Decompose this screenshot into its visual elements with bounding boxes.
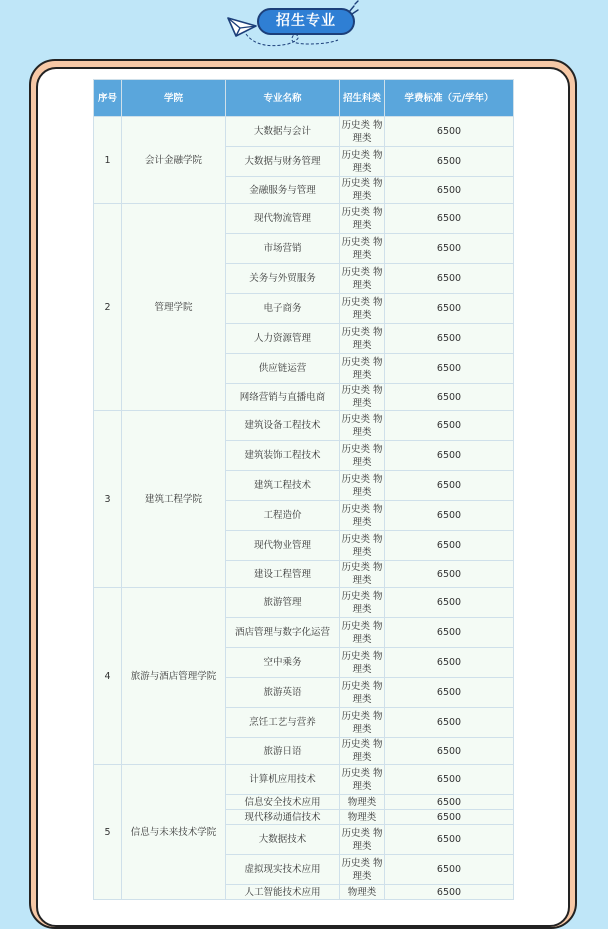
- major-name: 旅游日语: [226, 738, 340, 765]
- tuition-fee: 6500: [385, 855, 514, 885]
- table-row: [94, 411, 514, 441]
- tuition-fee: 6500: [385, 825, 514, 855]
- subject-category: 历史类 物理类: [340, 588, 385, 618]
- table-row: [94, 117, 514, 147]
- major-name: 旅游管理: [226, 588, 340, 618]
- major-name: 旅游英语: [226, 678, 340, 708]
- major-name: 信息安全技术应用: [226, 795, 340, 810]
- major-name: 建筑工程技术: [226, 471, 340, 501]
- tuition-fee: 6500: [385, 264, 514, 294]
- subject-category: 历史类 物理类: [340, 411, 385, 441]
- tuition-fee: 6500: [385, 708, 514, 738]
- tuition-fee: 6500: [385, 441, 514, 471]
- subject-category: 历史类 物理类: [340, 324, 385, 354]
- table-header-row: [94, 80, 514, 117]
- major-name: 供应链运营: [226, 354, 340, 384]
- subject-category: 历史类 物理类: [340, 204, 385, 234]
- tuition-fee: 6500: [385, 294, 514, 324]
- tuition-fee: 6500: [385, 765, 514, 795]
- tuition-fee: 6500: [385, 177, 514, 204]
- major-name: 金融服务与管理: [226, 177, 340, 204]
- row-number: 4: [94, 588, 122, 765]
- major-name: 市场营销: [226, 234, 340, 264]
- col-header-major: 专业名称: [226, 80, 340, 117]
- col-header-no: 序号: [94, 80, 122, 117]
- major-name: 建筑装饰工程技术: [226, 441, 340, 471]
- subject-category: 历史类 物理类: [340, 294, 385, 324]
- row-number: 1: [94, 117, 122, 204]
- major-name: 工程造价: [226, 501, 340, 531]
- subject-category: 历史类 物理类: [340, 618, 385, 648]
- col-header-fee: 学费标准（元/学年）: [385, 80, 514, 117]
- page-header: [0, 0, 608, 60]
- col-header-college: 学院: [122, 80, 226, 117]
- subject-category: 历史类 物理类: [340, 855, 385, 885]
- tuition-table: [93, 79, 514, 900]
- college-name: 建筑工程学院: [122, 411, 226, 588]
- tuition-fee: 6500: [385, 501, 514, 531]
- subject-category: 历史类 物理类: [340, 147, 385, 177]
- tuition-fee: 6500: [385, 531, 514, 561]
- college-name: 旅游与酒店管理学院: [122, 588, 226, 765]
- major-name: 现代物业管理: [226, 531, 340, 561]
- subject-category: 历史类 物理类: [341, 178, 383, 202]
- major-name: 建筑设备工程技术: [226, 411, 340, 441]
- subject-category: 物理类: [340, 795, 385, 810]
- subject-category: 历史类 物理类: [340, 678, 385, 708]
- subject-category: 历史类 物理类: [340, 765, 385, 795]
- subject-category: 历史类 物理类: [340, 501, 385, 531]
- tuition-fee: 6500: [385, 648, 514, 678]
- subject-category: 历史类 物理类: [340, 264, 385, 294]
- subject-category: 历史类 物理类: [341, 739, 383, 763]
- col-header-subject: 招生科类: [340, 80, 385, 117]
- subject-category: 历史类 物理类: [341, 562, 383, 586]
- tuition-fee: 6500: [385, 588, 514, 618]
- major-name: 人力资源管理: [226, 324, 340, 354]
- tuition-fee: 6500: [385, 117, 514, 147]
- college-name: 信息与未来技术学院: [122, 765, 226, 900]
- major-name: 酒店管理与数字化运营: [226, 618, 340, 648]
- row-number: 2: [94, 204, 122, 411]
- tuition-fee: 6500: [385, 678, 514, 708]
- tuition-fee: 6500: [385, 354, 514, 384]
- tuition-fee: 6500: [385, 885, 514, 900]
- page-title: 招生专业: [257, 8, 355, 35]
- major-name: 现代移动通信技术: [226, 810, 340, 825]
- subject-category: 历史类 物理类: [340, 708, 385, 738]
- tuition-fee: 6500: [385, 324, 514, 354]
- subject-category: 物理类: [340, 810, 385, 825]
- subject-category: 历史类 物理类: [340, 648, 385, 678]
- major-name: 关务与外贸服务: [226, 264, 340, 294]
- major-name: 现代物流管理: [226, 204, 340, 234]
- major-name: 人工智能技术应用: [226, 885, 340, 900]
- tuition-fee: 6500: [385, 204, 514, 234]
- major-name: 大数据与会计: [226, 117, 340, 147]
- table-row: [94, 765, 514, 795]
- major-name: 虚拟现实技术应用: [226, 855, 340, 885]
- subject-category: 历史类 物理类: [341, 385, 383, 409]
- subject-category: 物理类: [340, 885, 385, 900]
- major-name: 大数据技术: [226, 825, 340, 855]
- tuition-fee: 6500: [385, 147, 514, 177]
- tuition-fee: 6500: [385, 810, 514, 825]
- tuition-fee: 6500: [385, 384, 514, 411]
- college-name: 管理学院: [122, 204, 226, 411]
- major-name: 电子商务: [226, 294, 340, 324]
- major-name: 建设工程管理: [226, 561, 340, 588]
- subject-category: 历史类 物理类: [340, 531, 385, 561]
- tuition-fee: 6500: [385, 738, 514, 765]
- tuition-fee: 6500: [385, 411, 514, 441]
- major-name: 烹饪工艺与营养: [226, 708, 340, 738]
- major-name: 计算机应用技术: [226, 765, 340, 795]
- tuition-fee: 6500: [385, 618, 514, 648]
- tuition-fee: 6500: [385, 471, 514, 501]
- tuition-fee: 6500: [385, 795, 514, 810]
- subject-category: 历史类 物理类: [340, 354, 385, 384]
- subject-category: 历史类 物理类: [340, 234, 385, 264]
- major-name: 大数据与财务管理: [226, 147, 340, 177]
- sparkle-icon: [346, 0, 364, 16]
- tuition-fee: 6500: [385, 561, 514, 588]
- row-number: 5: [94, 765, 122, 900]
- subject-category: 历史类 物理类: [340, 825, 385, 855]
- major-name: 网络营销与直播电商: [226, 384, 340, 411]
- table-row: [94, 588, 514, 618]
- subject-category: 历史类 物理类: [340, 441, 385, 471]
- college-name: 会计金融学院: [122, 117, 226, 204]
- row-number: 3: [94, 411, 122, 588]
- subject-category: 历史类 物理类: [340, 471, 385, 501]
- major-name: 空中乘务: [226, 648, 340, 678]
- subject-category: 历史类 物理类: [340, 117, 385, 147]
- tuition-fee: 6500: [385, 234, 514, 264]
- table-row: [94, 204, 514, 234]
